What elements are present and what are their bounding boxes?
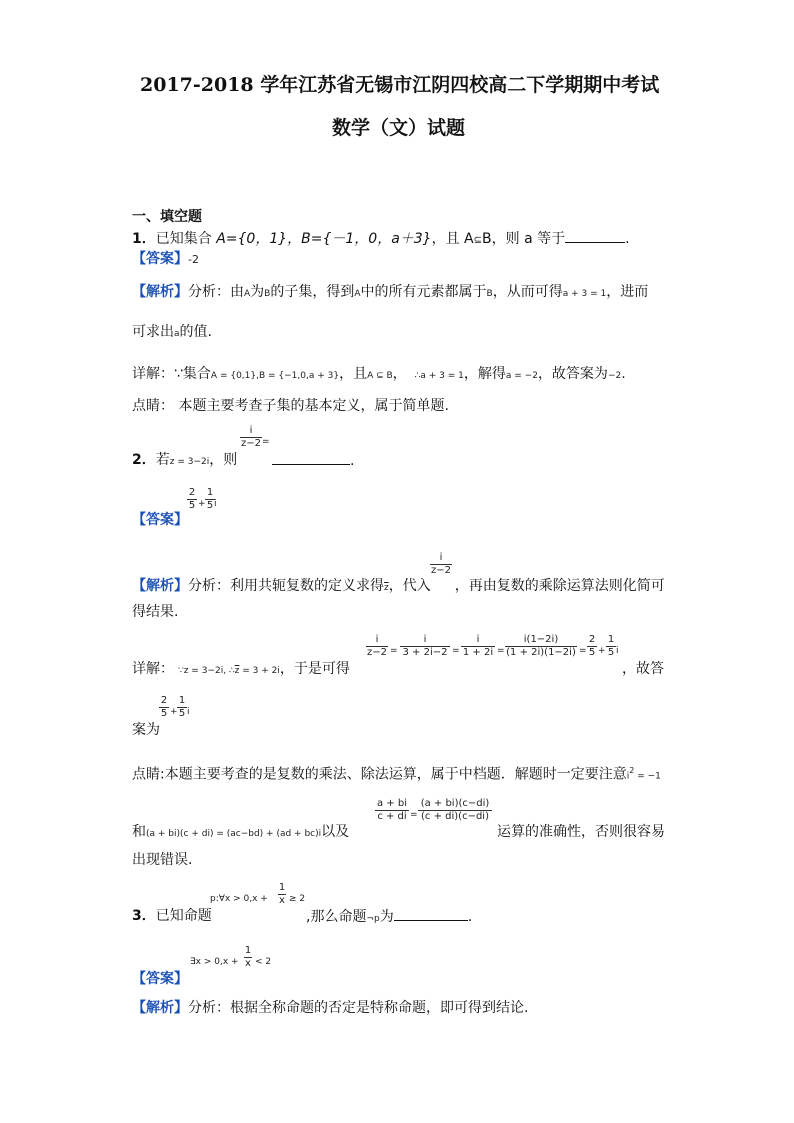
q1-text-b: ，且 A	[431, 231, 474, 247]
answer-blank	[565, 229, 625, 243]
equals-sign: =	[452, 646, 460, 656]
detail-text: ∵集合	[174, 366, 211, 382]
detail-text: .	[621, 366, 626, 382]
math-equation: ∴a + 3 = 1	[414, 371, 464, 381]
answer-proposition-rhs: < 2	[255, 957, 272, 967]
chain-fraction-5: 2 5	[588, 634, 596, 658]
equals-sign: =	[497, 646, 505, 656]
equals-sign: =	[262, 437, 270, 447]
q1-sets: A={0，1}，B={－1，0，a＋3}	[216, 231, 432, 247]
question-3	[132, 907, 212, 925]
answer-blank	[394, 907, 468, 921]
equals-sign: =	[390, 646, 398, 656]
q1-comment: 点睛： 本题主要考查子集的基本定义，属于简单题.	[132, 398, 449, 414]
comment-text: 点睛:本题主要考查的是复数的乘法、除法运算，属于中档题．解题时一定要注意	[132, 766, 627, 783]
q1-answer	[132, 250, 199, 269]
analysis-text: 可求出	[132, 324, 174, 340]
answer-fraction: 2 5	[188, 487, 196, 511]
detail-label: 详解：	[132, 661, 174, 677]
q2-detail-line3: 案为	[132, 722, 160, 738]
analysis-text: 分析：由	[188, 284, 244, 300]
q1-end: .	[625, 231, 630, 247]
comment-text: 和	[132, 824, 146, 840]
q1-detail	[132, 365, 626, 385]
math-subset: A ⊆ B	[367, 371, 393, 381]
q2-text: ，则	[209, 452, 238, 468]
q3-text: ,那么命题	[306, 909, 367, 925]
analysis-text: ，从而可得	[492, 284, 563, 300]
question-number: 3．	[132, 908, 156, 924]
q3-text-b	[306, 907, 472, 928]
analysis-text: 的值.	[179, 324, 212, 340]
question-1	[132, 229, 630, 250]
answer-tag: 【答案】	[132, 251, 188, 267]
analysis-tag: 【解析】	[132, 578, 188, 594]
math-equation: = 3 + 2i	[239, 666, 280, 676]
detail-text: ，	[392, 366, 407, 382]
math-var: B	[486, 289, 493, 299]
analysis-text: ，代入	[388, 578, 431, 594]
math-var: B	[264, 289, 271, 299]
detail-text: ，故答	[622, 661, 664, 677]
answer-tag: 【答案】	[132, 971, 188, 987]
plus-sign: +	[598, 646, 606, 656]
math-var: A	[244, 289, 251, 299]
detail-text: ，且	[339, 366, 368, 382]
equals-sign: =	[579, 646, 587, 656]
math-var: a	[174, 329, 180, 339]
analysis-text: ，进而	[606, 284, 649, 300]
detail-label: 详解：	[132, 366, 174, 382]
q2-comment	[132, 762, 661, 786]
math-equation: a + 3 = 1	[562, 289, 607, 299]
q3-text: 已知命题	[155, 908, 212, 924]
subset-symbol: ⊆	[473, 235, 483, 246]
comment-text: 运算的准确性，否则很容易	[497, 824, 665, 840]
frac-denominator: z−2	[241, 438, 261, 449]
q3-text: 为	[379, 909, 394, 925]
page-subtitle: 数学（文）试题	[332, 117, 466, 139]
analysis-fraction: i z−2	[431, 552, 451, 576]
detail-text: ，解得	[463, 366, 506, 382]
answer-prop-fraction: 1 x	[244, 945, 252, 969]
math-var: A	[354, 289, 361, 299]
equals-sign: =	[410, 810, 418, 820]
frac-numerator: i	[249, 425, 253, 436]
answer-fraction: 2 5	[160, 695, 168, 719]
analysis-text: 为	[250, 284, 265, 300]
math-equation: a = −2	[505, 371, 538, 381]
question-number: 2．	[132, 452, 156, 468]
question-2	[132, 451, 237, 471]
prop-fraction: 1 x	[278, 882, 286, 906]
q1-text: 已知集合	[155, 231, 217, 247]
math-notp: ¬p	[366, 914, 380, 924]
proposition-p-rhs: ≥ 2	[289, 894, 306, 904]
q1-text-c: B，则 a 等于	[482, 231, 566, 247]
imag-unit: i	[616, 646, 619, 656]
answer-fraction: 1 5	[178, 695, 186, 719]
math-conjugate: $\overline{z}$	[234, 666, 240, 676]
chain-fraction-4: i(1−2i) (1 + 2i)(1−2i)	[506, 634, 576, 658]
analysis-text: 中的所有元素都属于	[360, 284, 487, 300]
q2-detail	[132, 660, 350, 680]
q2-comment-line3: 出现错误.	[132, 852, 193, 868]
q1-analysis-line2	[132, 323, 212, 343]
math-equation: ∵z = 3−2i, ∴	[178, 666, 235, 676]
q2-analysis-line2: 得结果.	[132, 604, 179, 620]
plus-sign: +	[198, 499, 206, 509]
division-fraction-2: (a + bi)(c−di) (c + di)(c−di)	[418, 798, 492, 823]
q3-end: .	[467, 909, 473, 925]
detail-text: ，于是可得	[279, 661, 350, 677]
analysis-text: ，再由复数的乘除运算法则化简可	[454, 578, 665, 594]
question-number: 1．	[132, 231, 156, 247]
chain-fraction-2: i 3 + 2i−2	[400, 634, 450, 659]
section-heading: 一、填空题	[132, 209, 202, 225]
analysis-text: 的子集，得到	[270, 284, 355, 300]
answer-tag: 【答案】	[132, 512, 188, 528]
chain-fraction-3: i 1 + 2i	[462, 634, 494, 658]
math-equation: = −1	[634, 771, 661, 782]
q2-comment-line2	[132, 823, 349, 843]
q2-answer-tag	[132, 511, 188, 529]
q2-text: 若	[155, 452, 170, 468]
chain-fraction-1: i z−2	[367, 634, 387, 658]
comment-text: 以及	[321, 824, 350, 840]
proposition-p: p:∀x > 0,x +	[210, 894, 268, 904]
plus-sign: +	[170, 707, 178, 717]
detail-text: ，故答案为	[537, 366, 608, 382]
q3-answer-tag	[132, 970, 188, 988]
answer-fraction: 1 5	[206, 487, 214, 511]
math-sets: A = {0,1},B = {−1,0,a + 3}	[210, 371, 340, 381]
analysis-text: 分析：利用共轭复数的定义求得	[188, 578, 384, 594]
analysis-tag: 【解析】	[132, 284, 188, 300]
math-equation: z = 3−2i	[169, 457, 210, 467]
answer-blank	[272, 451, 350, 465]
q3-analysis	[132, 999, 528, 1017]
answer-proposition: ∃x > 0,x +	[190, 957, 239, 967]
q2-blank	[272, 451, 354, 470]
math-exponent: 2	[629, 766, 635, 775]
q2-analysis	[132, 577, 665, 597]
analysis-tag: 【解析】	[132, 1000, 188, 1016]
division-fraction-1: a + bi c + di	[377, 798, 407, 822]
imag-unit: i	[214, 499, 217, 509]
imag-unit: i	[187, 707, 190, 717]
math-i: i	[626, 771, 630, 782]
q2-fraction	[240, 425, 262, 450]
math-value: −2	[607, 371, 622, 381]
q2-end: .	[350, 453, 355, 469]
q1-analysis	[132, 283, 648, 303]
analysis-text: 分析：根据全称命题的否定是特称命题，即可得到结论.	[188, 1000, 529, 1016]
chain-fraction-6: 1 5	[607, 634, 615, 658]
page-title: 2017-2018 学年江苏省无锡市江阴四校高二下学期期中考试	[140, 74, 660, 96]
math-product: (a + bi)(c + di) = (ac−bd) + (ad + bc)i	[146, 829, 322, 839]
answer-value: -2	[188, 253, 199, 266]
math-conjugate: $\overline{z}$	[384, 583, 389, 593]
